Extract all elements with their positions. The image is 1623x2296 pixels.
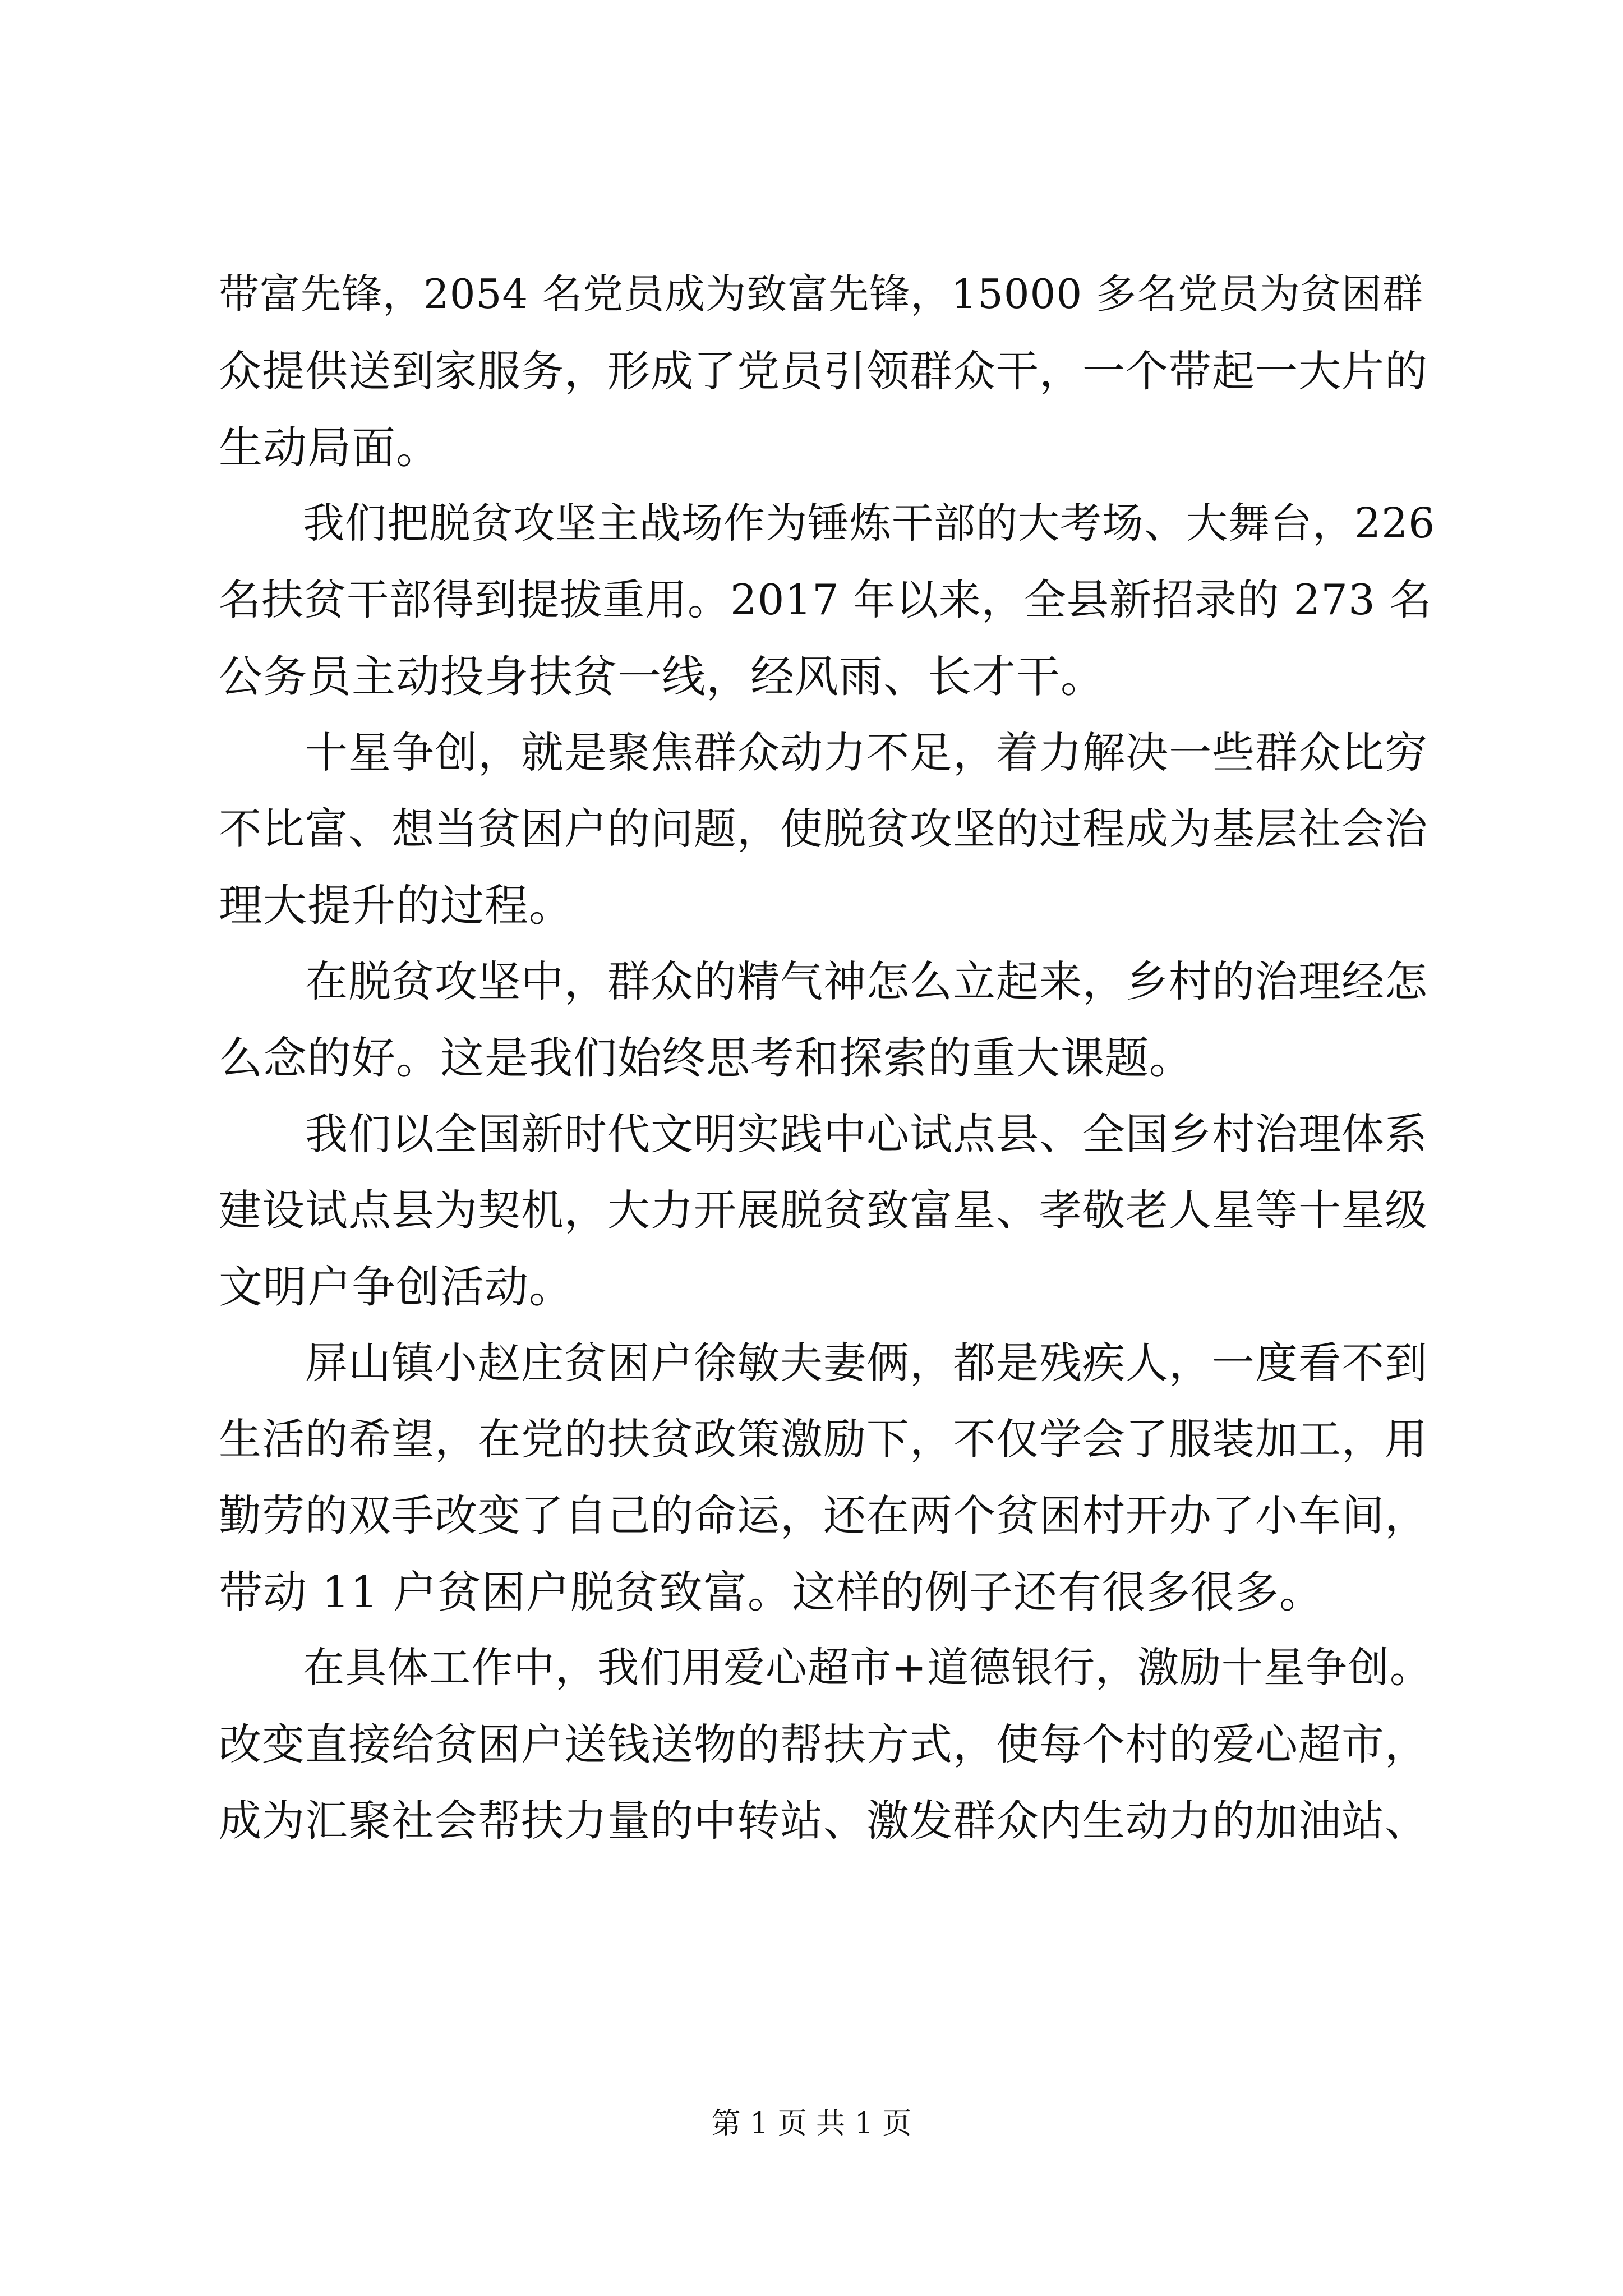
text-line: 屏山镇小赵庄贫困户徐敏夫妻俩，都是残疾人，一度看不到 (219, 1338, 1428, 1388)
text-line: 勤劳的双手改变了自己的命运，还在两个贫困村开办了小车间， (219, 1490, 1428, 1540)
text-line: 带富先锋，2054 名党员成为致富先锋，15000 多名党员为贫困群 (219, 270, 1424, 318)
text-line: 我们把脱贫攻坚主战场作为锤炼干部的大考场、大舞台，226 (219, 499, 1436, 547)
text-line: 改变直接给贫困户送钱送物的帮扶方式，使每个村的爱心超市， (219, 1719, 1428, 1769)
text-line: 在脱贫攻坚中，群众的精气神怎么立起来，乡村的治理经怎 (219, 956, 1428, 1006)
text-line: 在具体工作中，我们用爱心超市+道德银行，激励十星争创。 (219, 1644, 1432, 1692)
text-line: 我们以全国新时代文明实践中心试点县、全国乡村治理体系 (219, 1109, 1428, 1159)
text-line: 文明户争创活动。 (219, 1262, 574, 1313)
text-line: 带动 11 户贫困户脱贫致富。这样的例子还有很多很多。 (219, 1567, 1324, 1618)
page-number-footer: 第 1 页 共 1 页 (711, 2107, 912, 2141)
text-line: 十星争创，就是聚焦群众动力不足，着力解决一些群众比穷 (219, 728, 1428, 777)
text-line: 公务员主动投身扶贫一线，经风雨、长才干。 (219, 652, 1105, 702)
text-line: 生活的希望，在党的扶贫政策激励下，不仅学会了服装加工，用 (219, 1414, 1428, 1464)
text-line: 成为汇聚社会帮扶力量的中转站、激发群众内生动力的加油站、 (219, 1796, 1428, 1846)
text-line: 么念的好。这是我们始终思考和探索的重大课题。 (219, 1033, 1194, 1084)
text-line: 名扶贫干部得到提拔重用。2017 年以来，全县新招录的 273 名 (219, 575, 1432, 624)
text-line: 众提供送到家服务，形成了党员引领群众干，一个带起一大片的 (219, 346, 1428, 396)
text-line: 建设试点县为契机，大力开展脱贫致富星、孝敬老人星等十星级 (219, 1185, 1428, 1235)
text-line: 不比富、想当贫困户的问题，使脱贫攻坚的过程成为基层社会治 (219, 804, 1428, 854)
text-line: 理大提升的过程。 (219, 881, 574, 931)
text-line: 生动局面。 (219, 423, 441, 473)
